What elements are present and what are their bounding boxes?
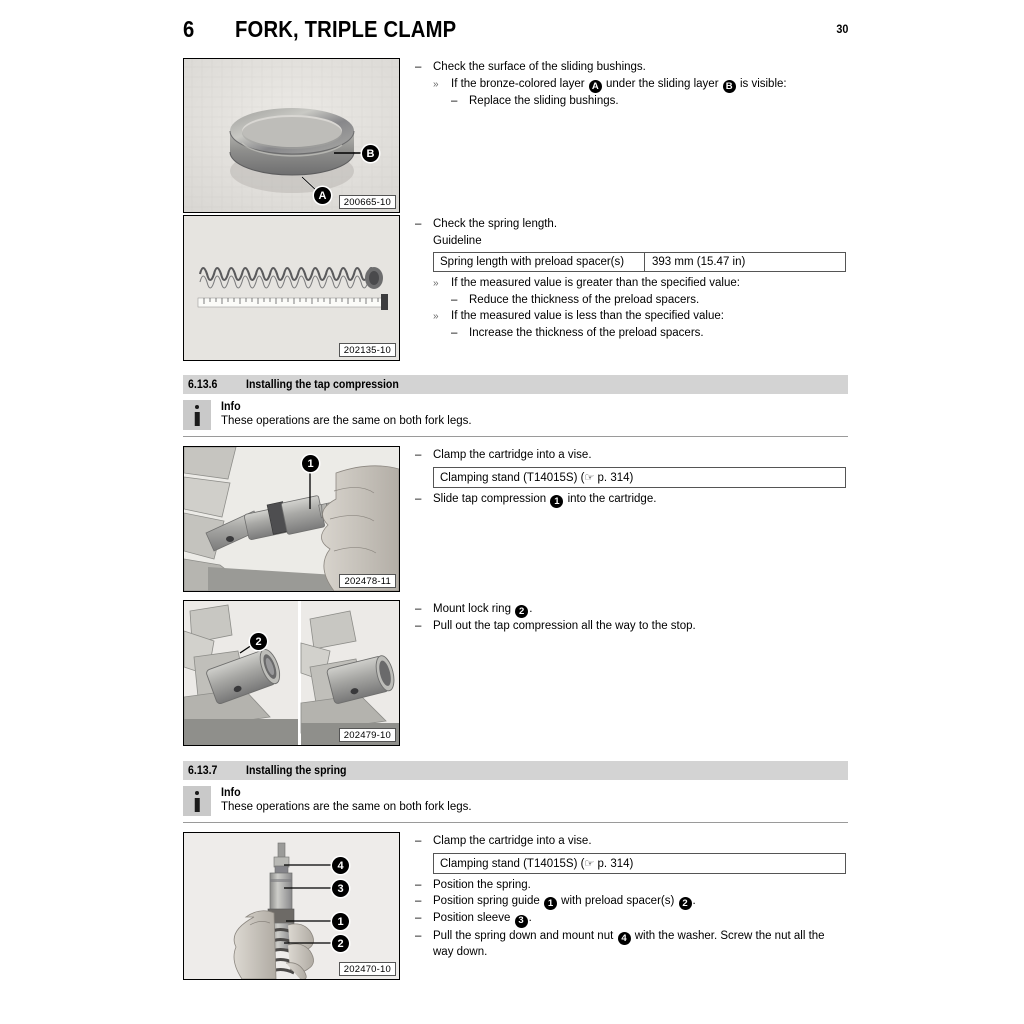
instruction-text [433,492,848,508]
dash-marker [451,94,469,110]
info-icon-stem [195,412,200,426]
instruction-text-pre: Position sleeve [433,912,511,925]
content-row-lock-ring [183,600,848,746]
instruction-item [415,619,848,635]
dash-marker [415,894,433,910]
page-title: FORK, TRIPLE CLAMP [235,16,457,42]
instruction-text: Position the spring. [433,878,531,891]
figure-badge-1: 1 [302,455,319,472]
condition-text: If the measured value is less than the specified value: [451,310,724,322]
instruction-text: Clamp the cartridge into a vise. [433,449,592,461]
info-content [221,786,472,816]
instruction-text: Check the spring length. [433,218,558,230]
spec-table [433,252,846,272]
action-item [451,326,848,342]
photo-spring-assembly [184,833,399,979]
info-icon [183,400,211,430]
tool-reference-pre: Clamping stand (T14015S) ( [440,471,585,484]
tool-reference-box [433,853,846,874]
instruction-text-post: . [529,603,533,615]
dash-marker [415,448,433,464]
instruction-item [415,217,848,233]
instruction-text-pre: Pull the spring down and mount nut [433,929,614,942]
figure-badge-2: 2 [250,633,267,650]
instruction-text-post: . [528,912,532,925]
instruction-item [415,602,848,618]
instruction-item [415,834,848,850]
panel-right [301,601,399,745]
content-row-spring-length [183,215,848,361]
dash-marker [451,293,469,309]
figure-column [183,215,400,361]
action-item [451,293,848,309]
action-text: Reduce the thickness of the preload spacers. [469,293,700,306]
figure-column [183,58,400,213]
condition-item [433,276,848,292]
inline-badge-a: A [589,80,602,93]
info-body: These operations are the same on both fork legs. [221,801,472,813]
instruction-text-post: with the washer. Screw the nut all the way down. [433,929,825,958]
info-box [183,394,848,437]
chapter-number: 6 [183,16,194,42]
figure-badge-3: 3 [332,880,349,897]
instruction-text-post: into the cartridge. [567,492,657,505]
info-content [221,400,472,430]
photo-tap-compression [184,447,399,591]
condition-item [433,309,848,325]
content-row-tap-compression [183,446,848,592]
figure-sliding-bushing [183,58,400,213]
instruction-text [433,929,848,961]
instruction-text: Clamp the cartridge into a vise. [433,835,592,847]
inline-badge-1: 1 [550,495,563,508]
instruction-text-post: . [692,895,696,907]
figure-column [183,600,400,746]
figure-caption: 202135-10 [339,343,396,357]
inline-badge-4: 4 [618,932,631,945]
instruction-item [415,492,848,508]
chevron-marker [433,276,451,292]
spec-value: 393 mm (15.47 in) [652,256,746,268]
instruction-item [415,929,848,961]
page-number: 30 [835,22,848,36]
inline-badge-b: B [723,80,736,93]
figure-caption: 200665-10 [339,195,396,209]
figure-badge-b: B [362,145,379,162]
text-column [400,600,848,636]
action-text: Increase the thickness of the preload spacers. [469,326,704,339]
pointing-hand-icon [584,858,594,870]
chevron-marker [433,309,451,325]
inline-badge-2: 2 [679,897,692,910]
instruction-text-pre: Slide tap compression [433,492,547,505]
figure-spring-install [183,832,400,980]
info-icon-dot [195,405,199,409]
inline-badge-2: 2 [515,605,528,618]
instruction-item [415,448,848,464]
instruction-text-mid: with preload spacer(s) [561,895,675,907]
dash-marker [415,834,433,850]
instruction-text [433,894,848,910]
instruction-text [433,602,848,618]
figure-caption: 202478-11 [339,574,396,588]
dash-marker [451,326,469,342]
content-row-spring-install [183,832,848,980]
figure-caption: 202479-10 [339,728,396,742]
figure-lock-ring [183,600,400,746]
tool-reference-pre: Clamping stand (T14015S) ( [440,857,585,870]
instruction-item [415,878,848,894]
info-icon-dot [195,791,199,795]
tool-reference-post: p. 314) [594,471,634,484]
tool-reference-box [433,467,846,488]
instruction-item [415,894,848,910]
tool-reference-post: p. 314) [594,857,634,870]
text-column [400,58,848,110]
dash-marker [415,492,433,508]
info-icon-stem [195,798,200,812]
instruction-text [433,911,848,927]
photo-lock-ring-dual [184,601,399,745]
info-title: Info [221,787,241,799]
inline-badge-3: 3 [515,915,528,928]
section-title: Installing the tap compression [246,378,399,391]
figure-badge-a: A [314,187,331,204]
guideline-label: Guideline [433,234,482,247]
page-header [183,16,848,43]
info-icon [183,786,211,816]
dash-marker [415,602,433,618]
instruction-text: Pull out the tap compression all the way to the stop. [433,620,696,633]
dash-marker [415,911,433,927]
page-content [183,58,848,980]
condition-text: If the measured value is greater than the specified value: [451,277,740,289]
instruction-item [415,60,848,76]
content-row-bushings [183,58,848,213]
figure-tap-compression [183,446,400,592]
panel-left [184,601,298,745]
figure-badge-1: 1 [332,913,349,930]
chevron-marker [433,77,451,93]
figure-spring-length [183,215,400,361]
section-heading-6-13-7 [183,761,848,780]
condition-text-pre: If the bronze-colored layer [451,77,585,90]
pointing-hand-icon [584,472,594,484]
info-title: Info [221,401,241,413]
action-item [451,94,848,110]
section-title: Installing the spring [246,764,347,777]
dash-marker [415,878,433,894]
section-number: 6.13.6 [188,378,218,391]
condition-text-post: is visible: [739,77,787,90]
action-text: Replace the sliding bushings. [469,94,619,107]
inline-badge-1: 1 [544,897,557,910]
figure-badge-4: 4 [332,857,349,874]
photo-spring-measure [184,216,399,360]
info-box [183,780,848,823]
dash-marker [415,619,433,635]
instruction-text-pre: Position spring guide [433,895,540,907]
condition-text [451,77,848,93]
figure-column [183,832,400,980]
photo-sliding-bushing [184,59,399,212]
text-column [400,446,848,509]
section-number: 6.13.7 [188,764,218,777]
text-column [400,215,848,342]
condition-item [433,77,848,93]
figure-caption: 202470-10 [339,962,396,976]
section-heading-6-13-6 [183,375,848,394]
instruction-text-pre: Mount lock ring [433,603,511,615]
instruction-text: Check the surface of the sliding bushings. [433,61,646,73]
dash-marker [415,60,433,76]
dash-marker [415,217,433,233]
text-column [400,832,848,961]
figure-column [183,446,400,592]
spec-name: Spring length with preload spacer(s) [434,253,645,271]
figure-badge-2: 2 [332,935,349,952]
condition-text-mid: under the sliding layer [606,77,719,90]
dash-marker [415,929,433,961]
info-body: These operations are the same on both fork legs. [221,415,472,427]
instruction-item [415,911,848,927]
